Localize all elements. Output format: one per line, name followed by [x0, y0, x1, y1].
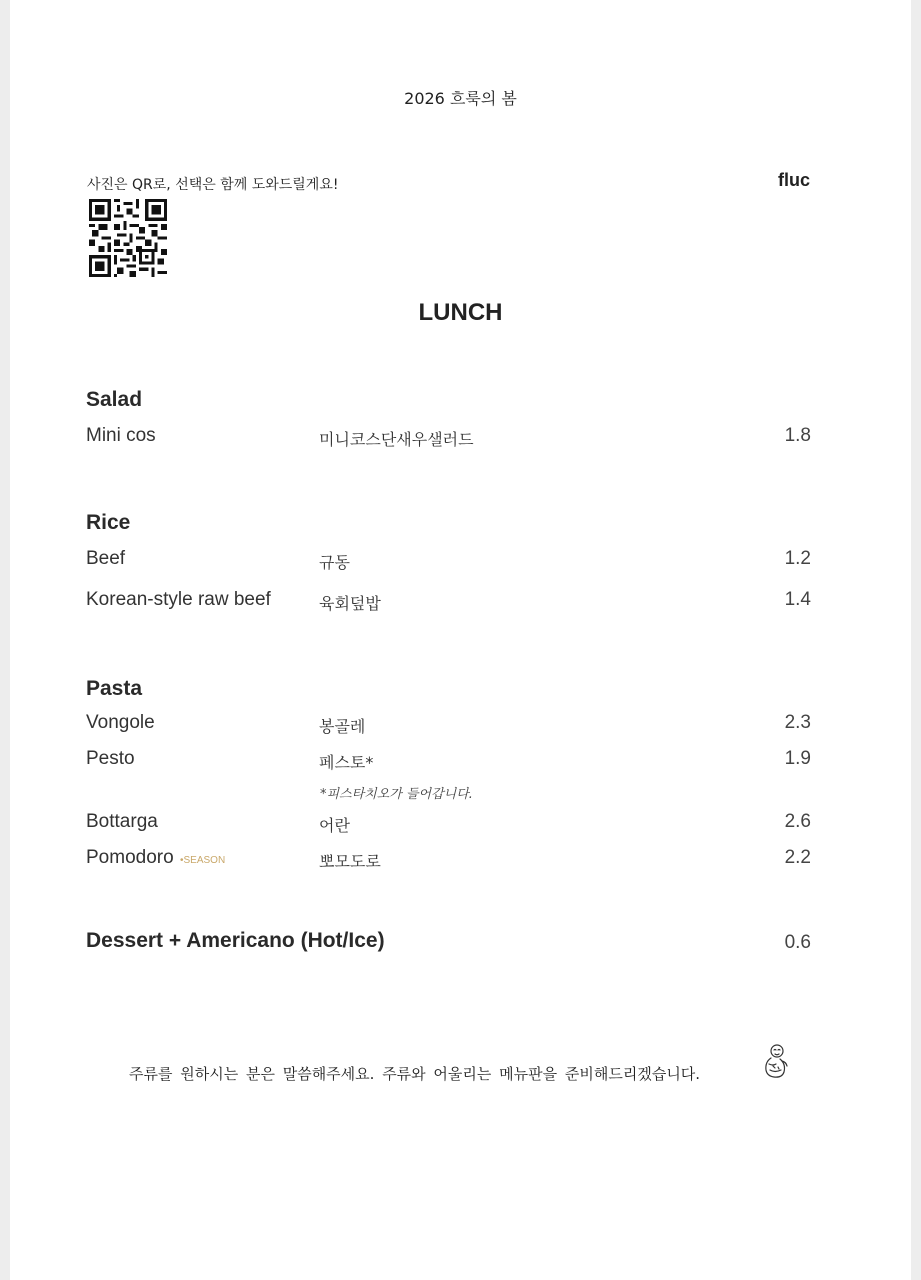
menu-item-price: 1.2 — [784, 548, 811, 569]
dessert-set-price: 0.6 — [784, 932, 811, 953]
qr-note: 사진은 QR로, 선택은 함께 도와드릴게요! — [87, 177, 339, 193]
section-heading-salad: Salad — [86, 388, 143, 411]
menu-item-price: 1.9 — [784, 748, 811, 769]
menu-item-price: 1.8 — [784, 425, 811, 446]
menu-item-korean-name: 페스토* — [319, 753, 374, 772]
menu-item-korean-name: 봉골레 — [319, 717, 366, 736]
menu-item-korean-name: 육회덮밥 — [319, 594, 381, 613]
menu-item-note: *피스타치오가 들어갑니다. — [320, 787, 473, 802]
season-tag: •SEASON — [180, 855, 226, 866]
menu-item-korean-name: 규동 — [319, 553, 350, 572]
season-title: 2026 흐룩의 봄 — [404, 89, 517, 108]
menu-item-name: Vongole — [86, 712, 155, 733]
menu-item-name: Bottarga — [86, 811, 158, 832]
menu-item-korean-name: 어란 — [319, 816, 350, 835]
menu-item-korean-name: 뽀모도로 — [319, 852, 381, 871]
mascot-illustration-icon — [760, 1042, 790, 1080]
section-heading-pasta: Pasta — [86, 677, 143, 700]
menu-item-name: Pomodoro — [86, 847, 174, 868]
menu-title: LUNCH — [418, 299, 503, 326]
brand-logo: fluc — [778, 170, 811, 190]
menu-item-price: 2.3 — [784, 712, 811, 733]
menu-item-korean-name: 미니코스단새우샐러드 — [319, 430, 474, 449]
menu-item-price: 2.6 — [784, 811, 811, 832]
menu-item-name: Mini cos — [86, 425, 156, 446]
menu-item-name: Beef — [86, 548, 126, 569]
menu-item-price: 1.4 — [784, 589, 811, 610]
qr-code-icon[interactable] — [89, 199, 167, 277]
section-heading-rice: Rice — [86, 511, 131, 534]
menu-page — [10, 0, 911, 1280]
dessert-set-label: Dessert + Americano (Hot/Ice) — [86, 929, 385, 952]
menu-item-price: 2.2 — [784, 847, 811, 868]
menu-item-name: Korean-style raw beef — [86, 589, 271, 610]
footer-note: 주류를 원하시는 분은 말씀해주세요. 주류와 어울리는 메뉴판을 준비해드리겠습니다. — [129, 1065, 701, 1083]
menu-item-name: Pesto — [86, 748, 135, 769]
